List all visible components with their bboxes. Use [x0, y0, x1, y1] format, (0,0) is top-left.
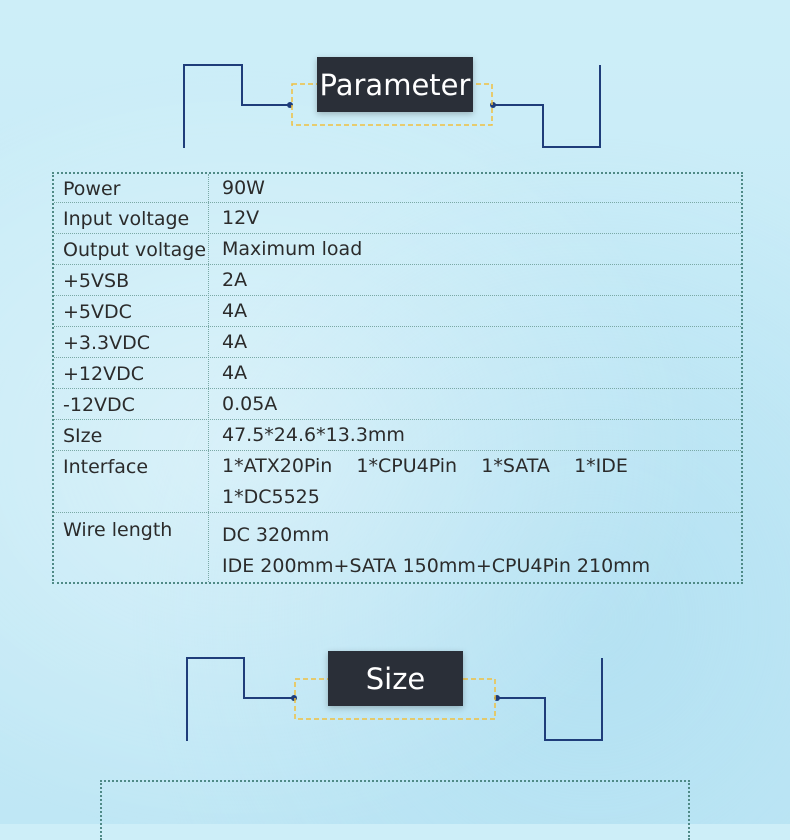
spec-value: 1*DC5525	[222, 486, 320, 508]
table-row	[54, 513, 741, 584]
spec-value: 2A	[222, 269, 248, 291]
spec-value: 4A	[222, 362, 248, 384]
spec-label: +5VDC	[63, 301, 132, 323]
table-row	[54, 234, 741, 265]
spec-label: +5VSB	[63, 270, 130, 292]
spec-table	[52, 172, 743, 584]
spec-label: Output voltage	[63, 239, 207, 261]
spec-value: 4A	[222, 331, 248, 353]
spec-value: IDE 200mm+SATA 150mm+CPU4Pin 210mm	[222, 555, 651, 577]
table-row	[54, 265, 741, 296]
spec-label: Wire length	[63, 519, 173, 541]
spec-value: 4A	[222, 300, 248, 322]
table-row	[54, 358, 741, 389]
size-content-box	[100, 780, 690, 840]
spec-label: +12VDC	[63, 363, 144, 385]
spec-label: Power	[63, 178, 121, 200]
table-row	[54, 389, 741, 420]
table-row	[54, 420, 741, 451]
spec-label: +3.3VDC	[63, 332, 151, 354]
table-row	[54, 296, 741, 327]
spec-label: SIze	[63, 425, 103, 447]
spec-label: Input voltage	[63, 208, 190, 230]
spec-label: Interface	[63, 456, 149, 478]
spec-value: DC 320mm	[222, 524, 330, 546]
spec-value: 47.5*24.6*13.3mm	[222, 424, 405, 446]
spec-value: Maximum load	[222, 238, 363, 260]
spec-value: 1*ATX20Pin 1*CPU4Pin 1*SATA 1*IDE	[222, 455, 628, 477]
size-title: Size	[328, 651, 463, 706]
spec-value: 12V	[222, 207, 260, 229]
table-row	[54, 451, 741, 513]
table-row	[54, 327, 741, 358]
parameter-header	[0, 0, 790, 160]
table-row	[54, 203, 741, 234]
parameter-title: Parameter	[317, 57, 473, 112]
table-row	[54, 174, 741, 203]
spec-label: -12VDC	[63, 394, 135, 416]
size-header	[0, 640, 790, 760]
spec-value: 90W	[222, 177, 265, 199]
spec-value: 0.05A	[222, 393, 278, 415]
